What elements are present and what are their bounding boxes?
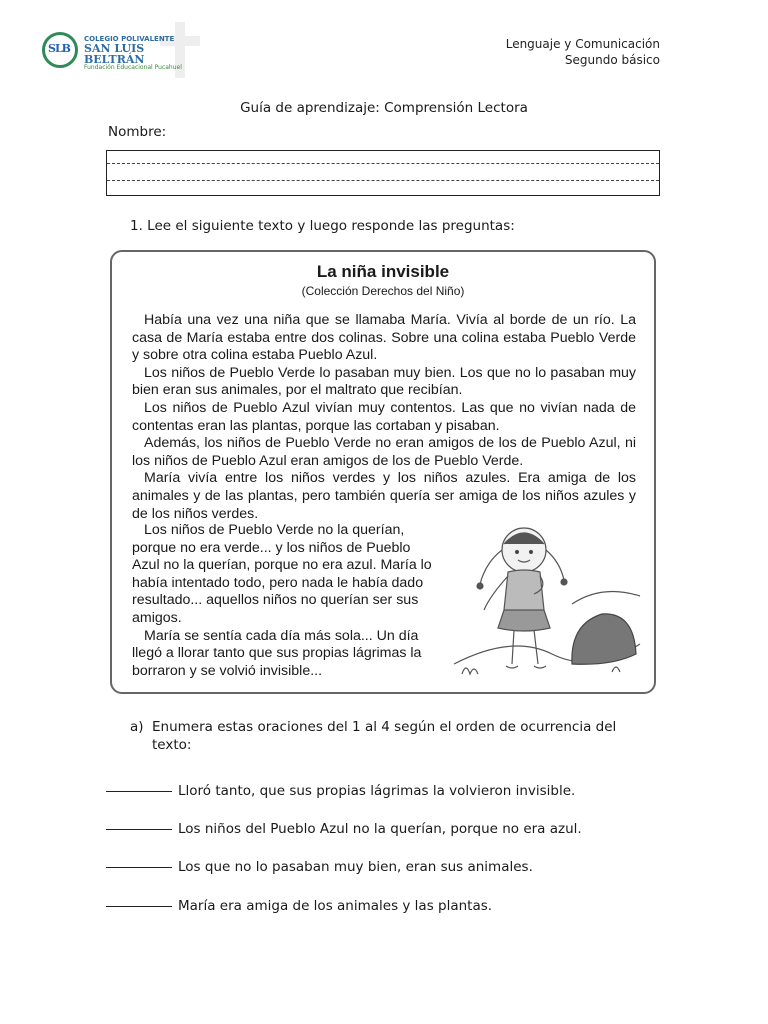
logo-initials: SLB — [48, 42, 70, 55]
story-paragraph: Los niños de Pueblo Verde lo pasaban muy bien. Los que no lo pasaban muy bien eran sus animales, por el maltrato que recibían. — [132, 364, 636, 399]
subject-label: Lenguaje y Comunicación — [505, 37, 660, 51]
grade-label: Segundo básico — [564, 53, 660, 68]
story-body — [132, 312, 636, 523]
question-a-label: a) — [130, 719, 144, 735]
question-a-text: Enumera estas oraciones del 1 al 4 según el orden de ocurrencia del texto: — [152, 719, 617, 753]
story-paragraph: Los niños de Pueblo Azul vivían muy contentos. Las que no vivían nada de contentas eran las plantas, porque las cortaban y pisaban. — [132, 399, 636, 434]
logo-line-3: Fundación Educacional Pucahuel — [84, 64, 182, 71]
story-paragraph: María se sentía cada día más sola... Un día llegó a llorar tanto que sus propias lágrimas la borraron y se volvió invisible... — [132, 627, 422, 679]
answer-blank[interactable] — [106, 906, 172, 907]
story-paragraph: Los niños de Pueblo Verde no la querían, porque no era verde... y los niños de Pueblo Azul no la querían, porque no era azul. María lo había intentado todo, pero nada le había dado resultado... aquellos niños no querían ser sus amigos. — [132, 522, 432, 626]
name-line-2 — [107, 180, 659, 181]
name-line-1 — [107, 163, 659, 164]
cross-watermark-icon — [160, 22, 200, 78]
answer-blank[interactable] — [106, 829, 172, 830]
name-label: Nombre: — [108, 124, 167, 140]
sentence-item — [106, 783, 575, 799]
logo-line-1: COLEGIO POLIVALENTE — [84, 35, 175, 43]
story-box — [110, 250, 656, 694]
story-title: La niña invisible — [316, 262, 450, 281]
story-subtitle: (Colección Derechos del Niño) — [301, 284, 465, 298]
story-body-narrow — [132, 522, 436, 680]
question-1: 1. Lee el siguiente texto y luego responde las preguntas: — [130, 218, 515, 234]
page-title: Guía de aprendizaje: Comprensión Lectora — [240, 100, 528, 116]
girl-illustration — [452, 514, 642, 682]
story-paragraph: Además, los niños de Pueblo Verde no eran amigos de los de Pueblo Azul, ni los niños de Pueblo Azul eran amigos de los de Pueblo Verde. — [132, 435, 636, 469]
sentence-text: Los que no lo pasaban muy bien, eran sus animales. — [178, 859, 533, 875]
story-paragraph: María vivía entre los niños verdes y los niños azules. Era amiga de los animales y de las plantas, pero también quería ser amiga de los niños azules y de los niños verdes. — [132, 470, 636, 522]
story-paragraph: Había una vez una niña que se llamaba María. Vivía al borde de un río. La casa de María estaba entre dos colinas. Sobre una colina estaba Pueblo Verde y sobre otra colina estaba Pueblo Azul. — [132, 312, 636, 364]
name-field[interactable] — [106, 150, 660, 196]
sentence-item — [106, 898, 492, 914]
sentence-item — [106, 821, 582, 837]
sentence-text: Lloró tanto, que sus propias lágrimas la volvieron invisible. — [178, 783, 576, 799]
sentence-item — [106, 859, 533, 875]
sentence-text: María era amiga de los animales y las plantas. — [178, 898, 493, 914]
answer-blank[interactable] — [106, 867, 172, 868]
logo-line-2: SAN LUIS BELTRÁN — [84, 42, 145, 66]
sentence-text: Los niños del Pueblo Azul no la querían, porque no era azul. — [178, 821, 582, 837]
school-logo — [42, 30, 202, 74]
answer-blank[interactable] — [106, 791, 172, 792]
header-course-info — [506, 36, 660, 68]
